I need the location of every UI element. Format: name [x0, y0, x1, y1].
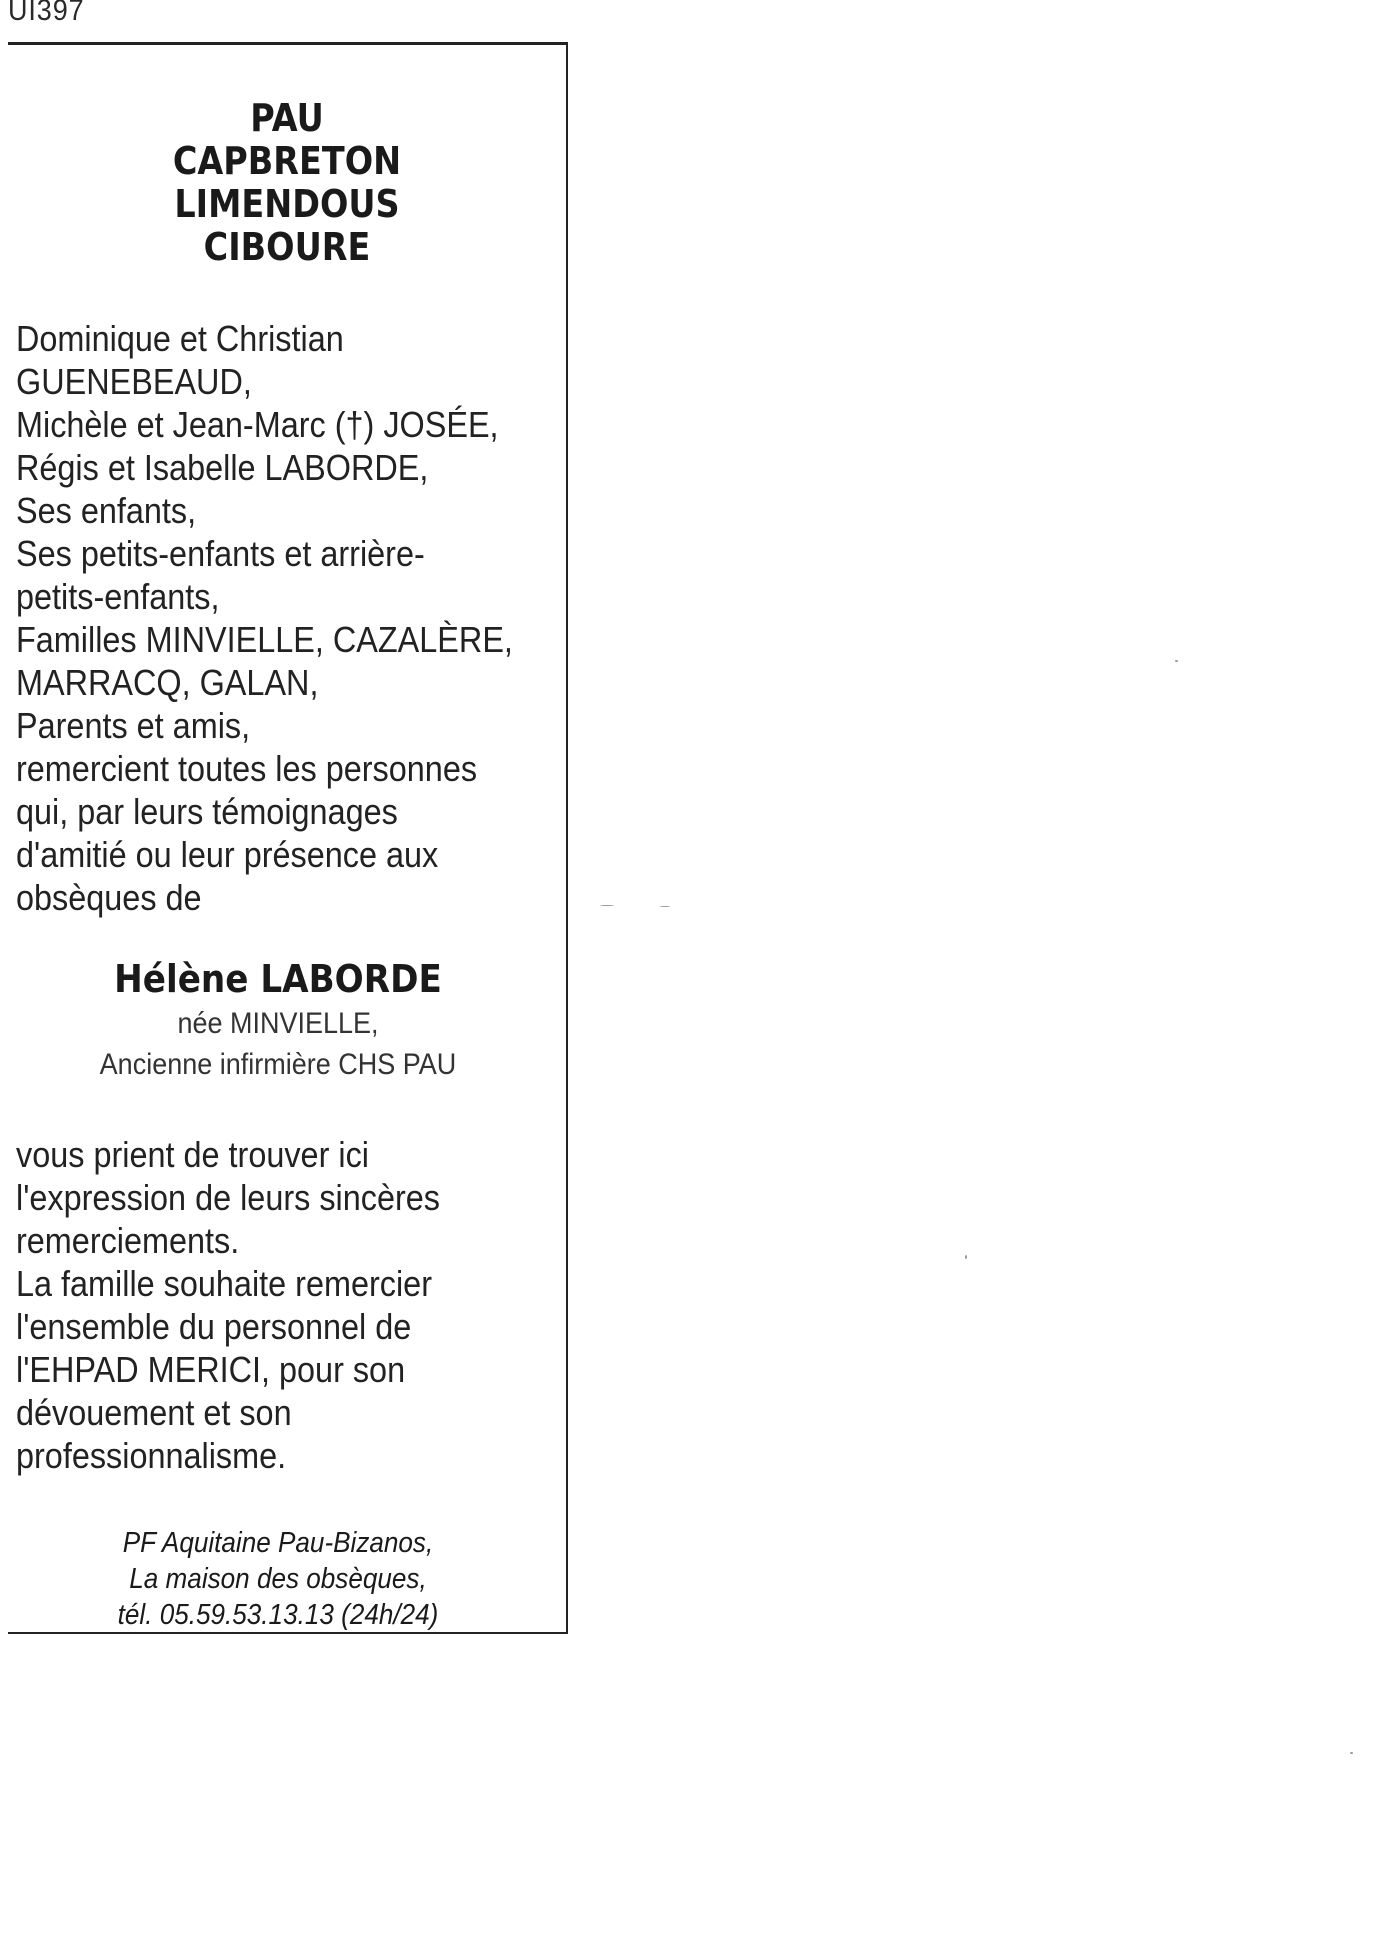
places-heading	[8, 97, 566, 269]
deceased-maiden-name: née MINVIELLE,	[177, 1007, 379, 1040]
text-line: Ses petits-enfants et arrière-	[16, 533, 425, 574]
text-line: Familles MINVIELLE, CAZALÈRE,	[16, 619, 513, 660]
text-line: Parents et amis,	[16, 705, 251, 746]
text-line: Ses enfants,	[16, 490, 197, 531]
deceased-name: Hélène LABORDE	[114, 957, 442, 1001]
scan-speck	[965, 1255, 967, 1259]
scan-speck	[1350, 1752, 1353, 1754]
obituary-notice	[8, 42, 568, 1634]
deceased-occupation: Ancienne infirmière CHS PAU	[99, 1048, 457, 1081]
text-line: qui, par leurs témoignages	[16, 791, 398, 832]
place-name: CIBOURE	[203, 225, 371, 269]
intro-paragraph	[16, 317, 566, 919]
text-line: remerciements.	[16, 1220, 240, 1261]
text-line: l'EHPAD MERICI, pour son	[16, 1349, 406, 1390]
place-name: LIMENDOUS	[174, 182, 400, 226]
text-line: Régis et Isabelle LABORDE,	[16, 447, 429, 488]
funeral-home-line: La maison des obsèques,	[129, 1563, 427, 1595]
text-line: Dominique et Christian	[16, 318, 344, 359]
scan-speck	[600, 905, 614, 906]
text-line: l'ensemble du personnel de	[16, 1306, 412, 1347]
place-name: PAU	[250, 96, 324, 140]
text-line: d'amitié ou leur présence aux	[16, 834, 439, 875]
funeral-home-line: tél. 05.59.53.13.13 (24h/24)	[117, 1599, 439, 1631]
place-name: CAPBRETON	[172, 139, 402, 183]
funeral-home-line: PF Aquitaine Pau-Bizanos,	[122, 1527, 434, 1559]
text-line: Michèle et Jean-Marc (†) JOSÉE,	[16, 404, 499, 445]
text-line: obsèques de	[16, 877, 202, 918]
text-line: MARRACQ, GALAN,	[16, 662, 319, 703]
text-line: l'expression de leurs sincères	[16, 1177, 440, 1218]
deceased-block	[8, 955, 548, 1085]
text-line: vous prient de trouver ici	[16, 1134, 369, 1175]
reference-code: UI397	[8, 0, 85, 27]
text-line: La famille souhaite remercier	[16, 1263, 432, 1304]
text-line: dévouement et son	[16, 1392, 292, 1433]
text-line: petits-enfants,	[16, 576, 220, 617]
text-line: professionnalisme.	[16, 1435, 287, 1476]
funeral-home-credit	[8, 1525, 548, 1633]
scan-speck	[660, 906, 670, 907]
closing-paragraph	[16, 1133, 566, 1477]
scan-speck	[1175, 660, 1178, 662]
text-line: remercient toutes les personnes	[16, 748, 478, 789]
text-line: GUENEBEAUD,	[16, 361, 252, 402]
